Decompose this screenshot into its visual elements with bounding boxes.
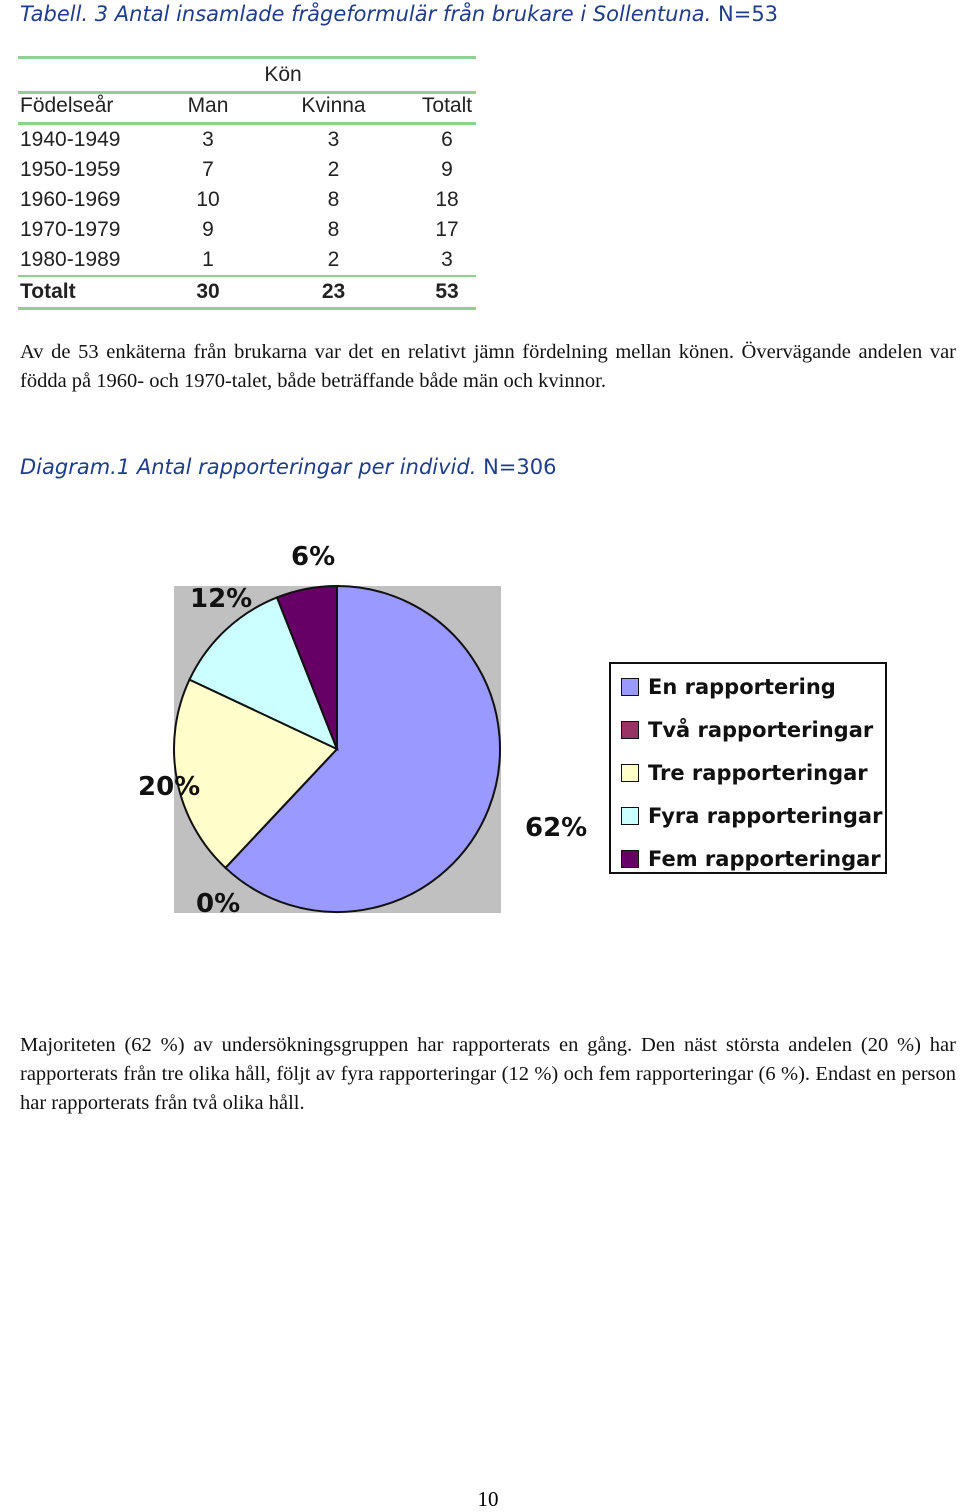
- page-number: 10: [477, 1487, 499, 1511]
- table-cell: 2: [327, 158, 340, 181]
- header-cell: Man: [187, 94, 229, 117]
- table-cell: 2: [327, 248, 340, 271]
- legend-item: [621, 715, 873, 745]
- legend-swatch: [621, 807, 639, 825]
- table-cell: 30: [196, 280, 220, 303]
- table-cell: 23: [321, 280, 346, 303]
- pie-label-2: 0%: [196, 889, 241, 919]
- table-row: [18, 215, 476, 245]
- table-cell: 8: [327, 218, 340, 241]
- table-cell: 1970-1979: [20, 218, 121, 241]
- table-cell: 10: [196, 188, 220, 211]
- table-cell: 1: [202, 248, 214, 271]
- chart-legend: [609, 662, 887, 874]
- table-caption-title: Tabell. 3 Antal insamlade frågeformulär från brukare i Sollentuna.: [20, 2, 712, 26]
- legend-item: [621, 844, 881, 874]
- table-bottom-rule: [18, 307, 476, 310]
- legend-swatch: [621, 721, 639, 739]
- table-cell: 17: [435, 218, 459, 241]
- header-cell: Totalt: [421, 94, 473, 117]
- table-row: [18, 155, 476, 185]
- legend-item: [621, 801, 882, 831]
- legend-swatch: [621, 678, 639, 696]
- table-cell: 6: [441, 128, 453, 151]
- header-cell: Födelseår: [20, 94, 114, 117]
- header-cell: Kvinna: [301, 94, 366, 117]
- paragraph-gender-distribution: Av de 53 enkäterna från brukarna var det en relativt jämn fördelning mellan könen. Övervägande andelen var födda på 1960- och 1970-talet, både beträffande både män och kvinnor.: [20, 341, 956, 392]
- table-cell: 18: [435, 188, 459, 211]
- table-cell: 1980-1989: [20, 248, 121, 271]
- table-cell: 9: [202, 218, 214, 241]
- legend-label: Tre rapporteringar: [648, 761, 868, 785]
- pie-slices: [174, 586, 500, 912]
- table-cell: 1960-1969: [20, 188, 121, 211]
- chart-caption-title: Diagram.1 Antal rapporteringar per individ.: [20, 455, 477, 479]
- table-cell: 3: [441, 248, 453, 271]
- table-row: [18, 125, 476, 155]
- table-row: [18, 185, 476, 215]
- legend-swatch: [621, 850, 639, 868]
- paragraph-chart-summary: Majoriteten (62 %) av undersökningsgruppen har rapporterats en gång. Den näst största andelen (20 %) har rapporterats från tre olika håll, följt av fyra rapporteringar (12 %) och fem rapporteringar (6 %). Endast en person har rapporterats från två olika håll.: [20, 1034, 956, 1114]
- table-top-rule: [18, 56, 476, 59]
- table-caption: [20, 2, 778, 26]
- chart-caption-n: N=306: [483, 455, 557, 479]
- table-cell: 7: [202, 158, 214, 181]
- table-total-row: [18, 277, 476, 307]
- chart-caption: [20, 455, 556, 479]
- table-cell: 3: [202, 128, 214, 151]
- pie-label-5: 6%: [291, 542, 336, 572]
- table-cell: Totalt: [20, 280, 76, 303]
- table-cell: 53: [435, 280, 459, 303]
- table-group-header: Kön: [264, 63, 302, 86]
- pie-label-3: 20%: [138, 772, 201, 802]
- table-cell: 1950-1959: [20, 158, 121, 181]
- table-cell: 1940-1949: [20, 128, 121, 151]
- legend-label: En rapportering: [648, 675, 836, 699]
- table-caption-n: N=53: [718, 2, 779, 26]
- legend-item: [621, 758, 868, 788]
- table-cell: 3: [327, 128, 340, 151]
- legend-item: [621, 672, 836, 702]
- pie-label-1: 62%: [525, 813, 588, 843]
- legend-swatch: [621, 764, 639, 782]
- table-cell: 8: [327, 188, 340, 211]
- table-cell: 9: [441, 158, 453, 181]
- pie-label-4: 12%: [190, 584, 253, 614]
- legend-label: Två rapporteringar: [648, 718, 874, 742]
- table-row: [18, 245, 476, 275]
- legend-label: Fyra rapporteringar: [648, 804, 883, 828]
- table-header-row: [18, 91, 476, 121]
- legend-label: Fem rapporteringar: [648, 847, 881, 871]
